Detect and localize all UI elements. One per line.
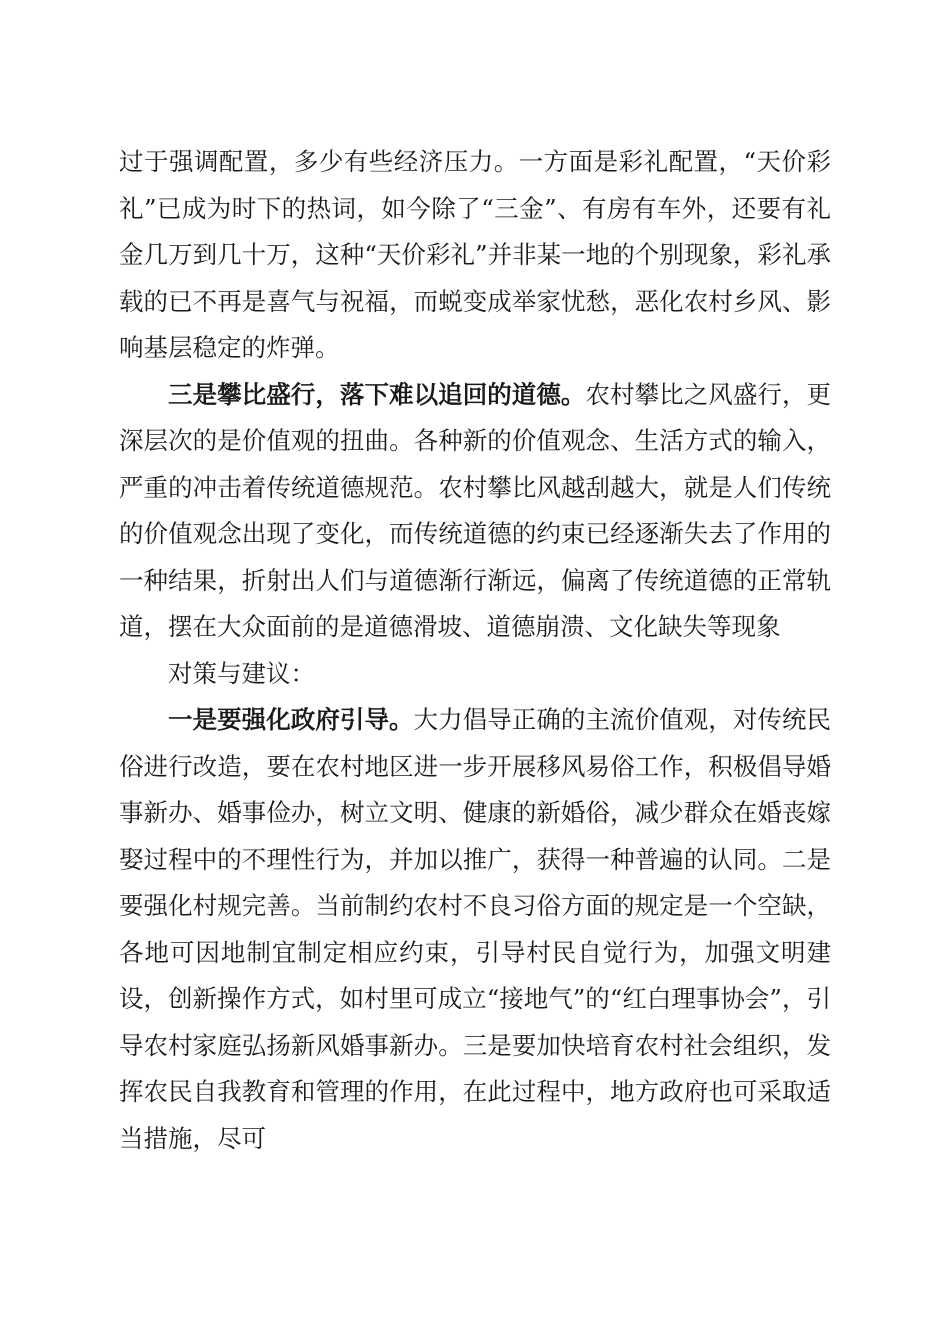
paragraph-text: 农村攀比之风盛行，更深层次的是价值观的扭曲。各种新的价值观念、生活方式的输入，严重的冲击着传统道德规范。农村攀比风越刮越大，就是人们传统的价值观念出现了变化，而传统道德的约束已经逐渐失去了作用的一种结果，折射出人们与道德渐行渐远，偏离了传统道德的正常轨道，摆在大众面前的是道德滑坡、道德崩溃、文化缺失等现象: [119, 379, 832, 641]
document-page: [119, 139, 831, 1162]
paragraph-lead: 一是要强化政府引导。: [168, 705, 414, 734]
section-heading-countermeasures: [119, 651, 831, 698]
paragraph-text: 过于强调配置，多少有些经济压力。一方面是彩礼配置，“天价彩礼”已成为时下的热词，如今除了“三金”、有房有车外，还要有礼金几万到几十万，这种“天价彩礼”并非某一地的个别现象，彩礼承载的已不再是喜气与祝福，而蜕变成举家忧愁，恶化农村乡风、影响基层稳定的炸弹。: [119, 147, 831, 362]
paragraph-government-guidance: [119, 697, 831, 1162]
heading-text: 对策与建议：: [168, 658, 315, 688]
paragraph-economic-pressure: [119, 139, 831, 372]
paragraph-lead: 三是攀比盛行，落下难以追回的道德。: [168, 379, 586, 409]
paragraph-text: 大力倡导正确的主流价值观，对传统民俗进行改造，要在农村地区进一步开展移风易俗工作，积极倡导婚事新办、婚事俭办，树立文明、健康的新婚俗，减少群众在婚丧嫁娶过程中的不理性行为，并加以推广，获得一种普遍的认同。二是要强化村规完善。当前制约农村不良习俗方面的规定是一个空缺，各地可因地制宜制定相应约束，引导村民自觉行为，加强文明建设，创新操作方式，如村里可成立“接地气”的“红白理事协会”，引导农村家庭弘扬新风婚事新办。三是要加快培育农村社会组织，发挥农民自我教育和管理的作用，在此过程中，地方政府也可采取适当措施，尽可: [119, 705, 831, 1153]
paragraph-comparison: [119, 372, 831, 651]
